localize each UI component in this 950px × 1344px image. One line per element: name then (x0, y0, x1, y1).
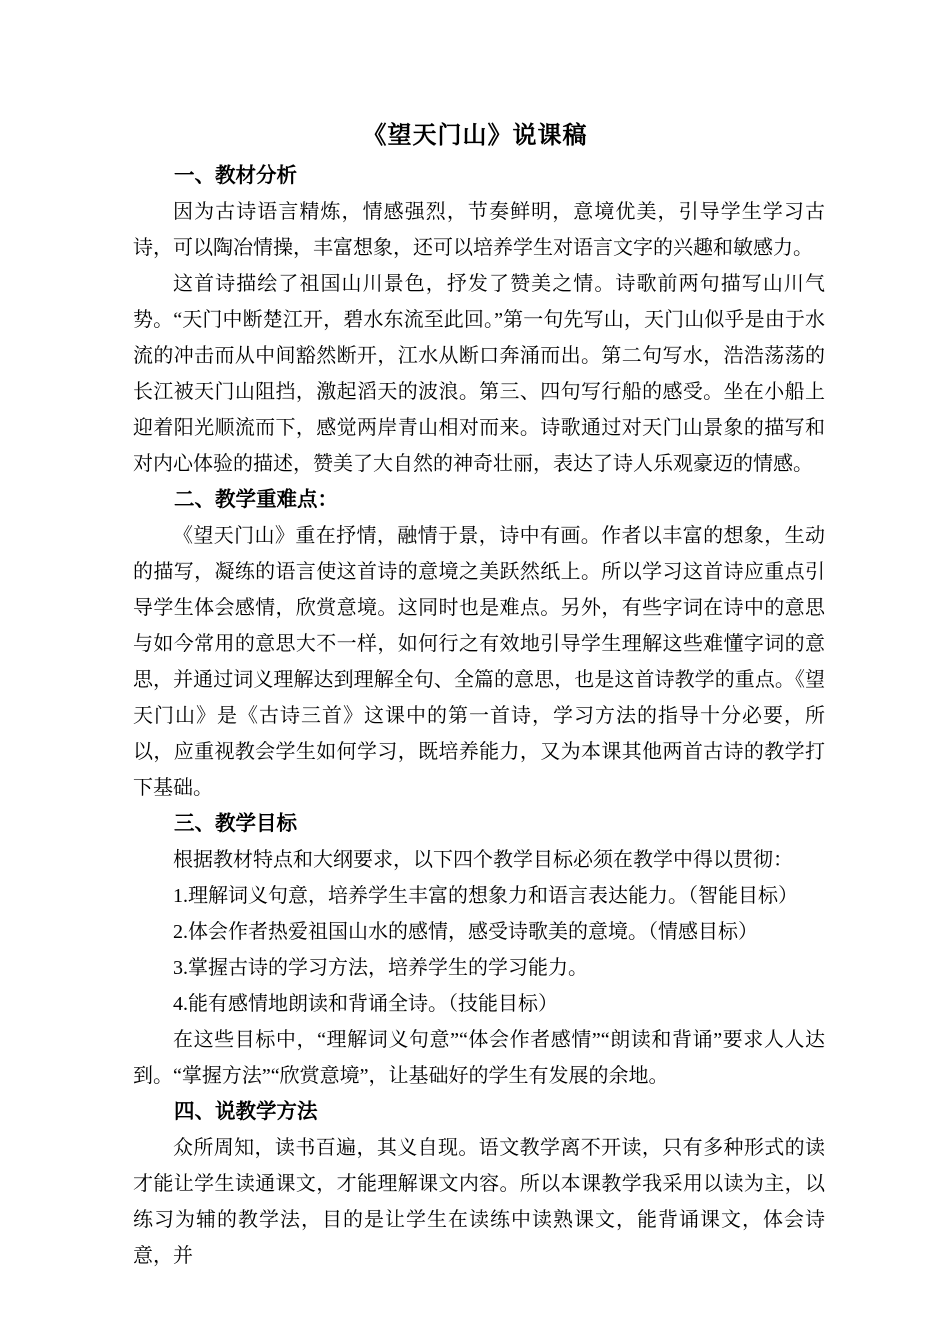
paragraph: 3.掌握古诗的学习方法，培养学生的学习能力。 (173, 957, 588, 979)
section-heading: 一、教材分析 (174, 164, 297, 187)
section-heading: 四、说教学方法 (174, 1100, 318, 1123)
paragraph: 在这些目标中，“理解词义句意”“体会作者感情”“朗读和背诵”要求人人达到。“掌握方法”“欣赏意境”，让基础好的学生有发展的余地。 (133, 1029, 825, 1087)
paragraph: 这首诗描绘了祖国山川景色，抒发了赞美之情。诗歌前两句描写山川气势。“天门中断楚江开，碧水东流至此回。”第一句先写山，天门山似乎是由于水流的冲击而从中间豁然断开，江水从断口奔涌而出。第二句写水，浩浩荡荡的长江被天门山阻挡，激起滔天的波浪。第三、四句写行船的感受。坐在小船上迎着阳光顺流而下，感觉两岸青山相对而来。诗歌通过对天门山景象的描写和对内心体验的描述，赞美了大自然的神奇壮丽，表达了诗人乐观豪迈的情感。 (133, 273, 825, 475)
document-title: 《望天门山》说课稿 (362, 122, 588, 149)
paragraph: 《望天门山》重在抒情，融情于景，诗中有画。作者以丰富的想象，生动的描写，凝练的语言使这首诗的意境之美跃然纸上。所以学习这首诗应重点引导学生体会感情，欣赏意境。这同时也是难点。另外，有些字词在诗中的意思与如今常用的意思大不一样，如何行之有效地引导学生理解这些难懂字词的意思，并通过词义理解达到理解全句、全篇的意思，也是这首诗教学的重点。《望天门山》是《古诗三首》这课中的第一首诗，学习方法的指导十分必要，所以，应重视教会学生如何学习，既培养能力，又为本课其他两首古诗的教学打下基础。 (133, 525, 825, 799)
paragraph: 众所周知，读书百遍，其义自现。语文教学离不开读，只有多种形式的读才能让学生读通课文，才能理解课文内容。所以本课教学我采用以读为主，以练习为辅的教学法，目的是让学生在读练中读熟课文，能背诵课文，体会诗意，并 (133, 1137, 825, 1267)
paragraph: 4.能有感情地朗读和背诵全诗。（技能目标） (173, 993, 558, 1015)
document-body (133, 158, 825, 1274)
section-heading: 三、教学目标 (174, 812, 297, 835)
paragraph: 1.理解词义句意，培养学生丰富的想象力和语言表达能力。（智能目标） (173, 885, 798, 907)
section-heading: 二、教学重难点： (174, 488, 338, 511)
paragraph: 2.体会作者热爱祖国山水的感情，感受诗歌美的意境。（情感目标） (173, 921, 758, 943)
paragraph: 因为古诗语言精炼，情感强烈，节奏鲜明，意境优美，引导学生学习古诗，可以陶冶情操，丰富想象，还可以培养学生对语言文字的兴趣和敏感力。 (133, 201, 825, 259)
paragraph: 根据教材特点和大纲要求，以下四个教学目标必须在教学中得以贯彻： (173, 849, 793, 871)
